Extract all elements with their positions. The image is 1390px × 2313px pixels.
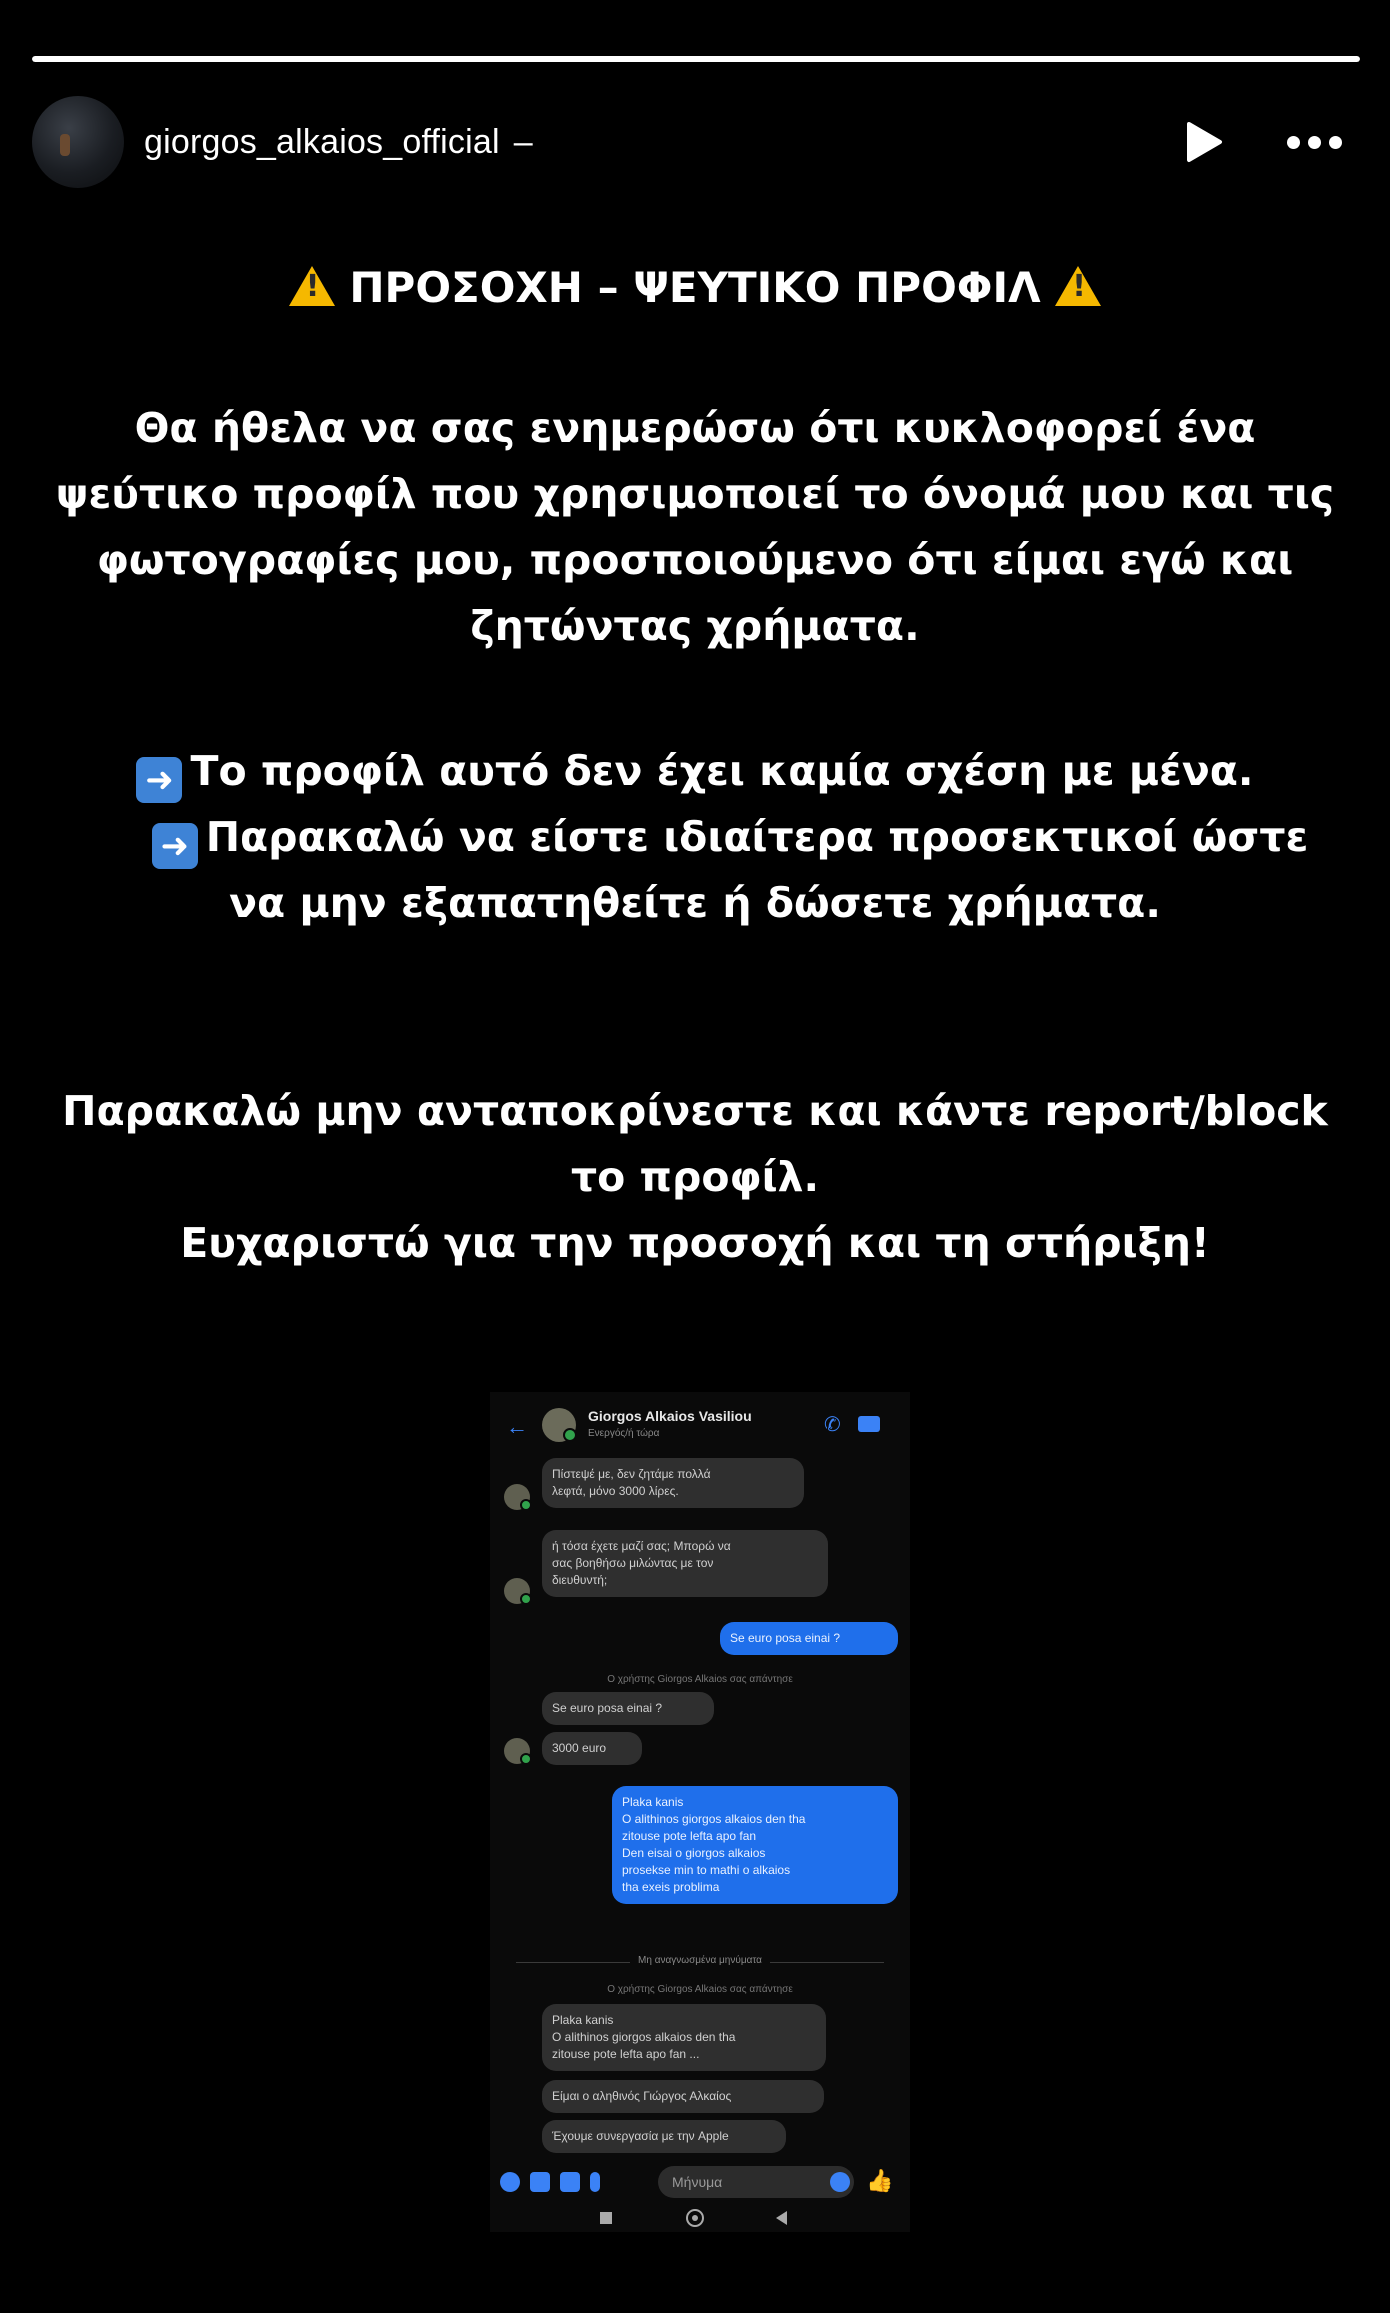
recent-apps-icon xyxy=(600,2212,612,2224)
android-nav-bar xyxy=(490,2208,910,2232)
paragraph-1-line: ψεύτικο προφίλ που χρησιμοποιεί το όνομά μου και τις xyxy=(55,470,1335,518)
thumbs-up-icon[interactable]: 👍 xyxy=(866,2168,894,2193)
contact-avatar xyxy=(542,1408,576,1442)
play-icon xyxy=(1185,121,1223,163)
paragraph-2-line: Παρακαλώ μην ανταποκρίνεστε και κάντε report/block xyxy=(62,1087,1328,1135)
bullet-1 xyxy=(0,738,1390,804)
reply-note: Ο χρήστης Giorgos Alkaios σας απάντησε xyxy=(607,1984,793,1995)
bullet-list xyxy=(0,738,1390,936)
play-button[interactable] xyxy=(1184,120,1224,164)
back-arrow-icon: ← xyxy=(506,1414,528,1439)
plus-icon[interactable] xyxy=(500,2172,520,2192)
messenger-screenshot xyxy=(490,1392,910,2232)
warning-icon xyxy=(289,266,335,306)
message-outgoing: Plaka kanis O alithinos giorgos alkaios den tha zitouse pote lefta apo fan Den eisai o giorgos alkaios prosekse min to mathi o alkaios tha exeis problima xyxy=(612,1786,898,1904)
message-incoming: Se euro posa einai ? xyxy=(542,1692,714,1725)
more-dot-icon xyxy=(1329,136,1342,149)
chat-header xyxy=(502,1406,902,1446)
message-composer xyxy=(490,2162,910,2202)
contact-avatar-small xyxy=(504,1738,530,1764)
back-icon xyxy=(776,2211,787,2225)
message-outgoing: Se euro posa einai ? xyxy=(720,1622,898,1655)
message-incoming: Έχουμε συνεργασία με την Apple xyxy=(542,2120,786,2153)
video-camera-icon xyxy=(858,1416,880,1432)
phone-icon: ✆ xyxy=(824,1414,841,1436)
right-arrow-icon: ➜ xyxy=(136,757,182,803)
avatar[interactable] xyxy=(32,96,124,188)
message-incoming: 3000 euro xyxy=(542,1732,642,1765)
story-progress-fill xyxy=(32,56,1360,62)
paragraph-1-line: φωτογραφίες μου, προσποιούμενο ότι είμαι εγώ και xyxy=(96,536,1294,584)
more-dot-icon xyxy=(1308,136,1321,149)
bullet-2-text: Παρακαλώ να είστε ιδιαίτερα προσεκτικοί ώστε xyxy=(205,813,1309,861)
message-input[interactable]: Μήνυμα xyxy=(658,2166,854,2198)
more-options-button[interactable] xyxy=(1284,132,1344,152)
contact-name: Giorgos Alkaios Vasiliou xyxy=(588,1408,752,1424)
paragraph-1 xyxy=(0,395,1390,659)
message-incoming: Πίστεψέ με, δεν ζητάμε πολλά λεφτά, μόνο 3000 λίρες. xyxy=(542,1458,804,1508)
bullet-2-continuation: να μην εξαπατηθείτε ή δώσετε χρήματα. xyxy=(229,879,1161,927)
avatar-figure xyxy=(60,134,70,156)
contact-avatar-small xyxy=(504,1484,530,1510)
reply-note: Ο χρήστης Giorgos Alkaios σας απάντησε xyxy=(607,1674,793,1685)
username[interactable]: giorgos_alkaios_official xyxy=(144,122,500,161)
more-dot-icon xyxy=(1287,136,1300,149)
contact-status: Ενεργός/ή τώρα xyxy=(588,1428,660,1439)
paragraph-2 xyxy=(0,1078,1390,1276)
time-separator: – xyxy=(513,122,533,161)
emoji-icon[interactable] xyxy=(830,2172,850,2192)
camera-icon[interactable] xyxy=(530,2172,550,2192)
message-incoming: ή τόσα έχετε μαζί σας; Μπορώ να σας βοηθήσω μιλώντας με τον διευθυντή; xyxy=(542,1530,828,1597)
paragraph-1-line: Θα ήθελα να σας ενημερώσω ότι κυκλοφορεί ένα xyxy=(134,404,1256,452)
title-text: ΠΡΟΣΟΧΗ – ΨΕΥΤΙΚΟ ΠΡΟΦΙΛ xyxy=(349,263,1041,312)
home-icon xyxy=(686,2209,704,2227)
message-incoming: Plaka kanis O alithinos giorgos alkaios den tha zitouse pote lefta apo fan ... xyxy=(542,2004,826,2071)
warning-icon xyxy=(1055,266,1101,306)
unread-divider-label: Μη αναγνωσμένα μηνύματα xyxy=(630,1955,770,1966)
paragraph-1-line: ζητώντας χρήματα. xyxy=(470,602,920,650)
story-title xyxy=(0,258,1390,318)
message-incoming: Είμαι ο αληθινός Γιώργος Αλκαίος xyxy=(542,2080,824,2113)
bullet-2 xyxy=(0,804,1390,870)
header-actions xyxy=(1184,120,1344,164)
unread-divider xyxy=(490,1955,910,1966)
paragraph-2-line: Ευχαριστώ για την προσοχή και τη στήριξη! xyxy=(180,1219,1210,1267)
contact-avatar-small xyxy=(504,1578,530,1604)
image-icon[interactable] xyxy=(560,2172,580,2192)
right-arrow-icon: ➜ xyxy=(152,823,198,869)
microphone-icon[interactable] xyxy=(590,2172,600,2192)
story-header xyxy=(32,96,1358,188)
bullet-1-text: Το προφίλ αυτό δεν έχει καμία σχέση με μένα. xyxy=(190,747,1254,795)
paragraph-2-line: το προφίλ. xyxy=(570,1153,820,1201)
story-progress-bar xyxy=(32,56,1360,62)
